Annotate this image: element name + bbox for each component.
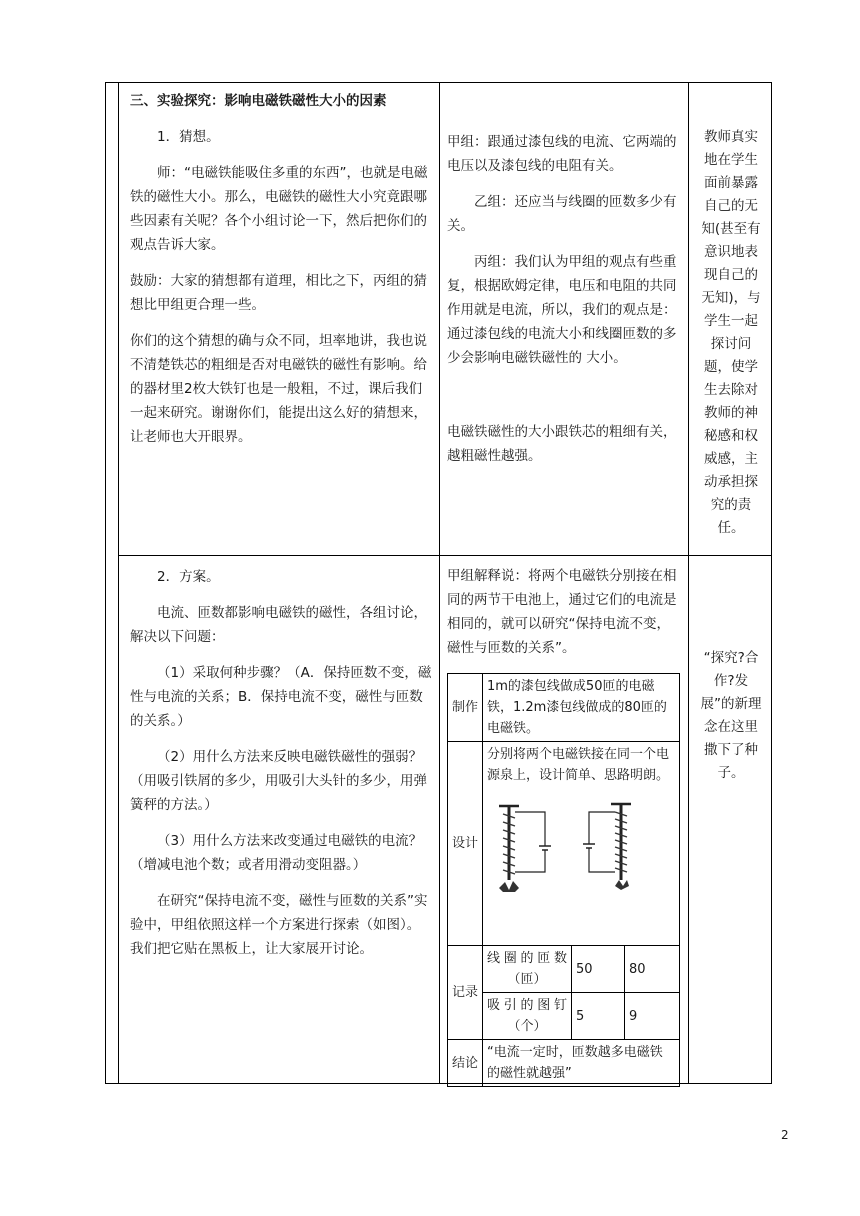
group-b-opinion: 乙组：还应当与线圈的匝数多少有关。 (447, 194, 677, 234)
design-cell (483, 742, 680, 946)
other-opinion: 电磁铁磁性的大小跟铁芯的粗细有关，越粗磁性越强。 (447, 424, 677, 464)
lesson-table (105, 82, 772, 1084)
conclusion-text: “电流一定时，匝数越多电磁铁的磁性就越强” (483, 1040, 680, 1087)
row2-middle-cell (447, 564, 683, 660)
column-divider (439, 83, 440, 1083)
tacks-value-b: 9 (625, 993, 680, 1040)
turns-value-a: 50 (572, 946, 625, 993)
question-3: （3）用什么方法来改变通过电磁铁的电流？（增减电池个数；或者用滑动变阻器。） (130, 833, 423, 873)
row2-remark (699, 647, 763, 785)
design-label: 设计 (448, 742, 483, 946)
step-guess: 1．猜想。 (157, 129, 220, 145)
page-number: 2 (781, 1128, 789, 1142)
electromagnet-circuit-diagram (491, 792, 651, 902)
tacks-label: 吸引的图钉（个） (483, 993, 572, 1040)
column-divider (118, 83, 119, 1083)
column-divider (688, 83, 689, 1083)
row-divider (118, 555, 771, 556)
row1-middle-cell (447, 130, 683, 468)
group-a-explain: 甲组解释说：将两个电磁铁分别接在相同的两节干电池上，通过它们的电流是相同的，就可以研究“保持电流不变，磁性与匝数的关系”。 (447, 568, 677, 656)
question-1: （1）采取何种步骤？（A．保持匝数不变，磁性与电流的关系；B．保持电流不变，磁性与匝数的关系。） (130, 665, 432, 729)
tacks-value-a: 5 (572, 993, 625, 1040)
group-c-opinion: 丙组：我们认为甲组的观点有些重复，根据欧姆定律，电压和电阻的共同作用就是电流，所以，我们的观点是：通过漆包线的电流大小和线圈匝数的多少会影响电磁铁磁性的 大小。 (447, 254, 677, 366)
group-a-opinion: 甲组：跟通过漆包线的电流、它两端的电压以及漆包线的电阻有关。 (447, 134, 677, 174)
make-text: 1m的漆包线做成50匝的电磁铁，1.2m漆包线做成的80匝的电磁铁。 (483, 674, 680, 742)
step-plan: 2．方案。 (157, 569, 220, 585)
teacher-encourage: 鼓励：大家的猜想都有道理，相比之下，丙组的猜想比甲组更合理一些。 (130, 273, 427, 313)
teacher-question: 师：“电磁铁能吸住多重的东西”，也就是电磁铁的磁性大小。那么，电磁铁的磁性大小究竟跟哪些因素有关呢？各个小组讨论一下，然后把你们的观点告诉大家。 (130, 165, 428, 253)
design-text: 分别将两个电磁铁接在同一个电源泉上，设计简单、思路明朗。 (487, 747, 670, 783)
plan-intro: 电流、匝数都影响电磁铁的磁性，各组讨论，解决以下问题： (130, 605, 427, 645)
row2-left-cell (130, 565, 432, 961)
turns-label: 线圈的匝数（匝） (483, 946, 572, 993)
teacher-remark: 教师真实地在学生面前暴露自己的无知(甚至有意识地表现自己的无知)，与学生一起探讨问题，使学生去除对教师的神秘感和权威感，主动承担探究的责任。 (701, 129, 761, 536)
section-heading: 三、实验探究：影响电磁铁磁性大小的因素 (130, 93, 387, 109)
row1-remark (699, 126, 763, 540)
record-label: 记录 (448, 946, 483, 1040)
question-2: （2）用什么方法来反映电磁铁磁性的强弱？（用吸引铁屑的多少，用吸引大头针的多少，用弹簧秤的方法。） (130, 749, 427, 813)
scheme-text: 在研究“保持电流不变，磁性与匝数的关系”实验中，甲组依照这样一个方案进行探索（如图）。我们把它贴在黑板上，让大家展开讨论。 (130, 893, 428, 957)
make-label: 制作 (448, 674, 483, 742)
conclusion-label: 结论 (448, 1040, 483, 1087)
row1-left-cell (130, 89, 432, 449)
concept-remark: “探究?合作?发展”的新理念在这里撒下了种子。 (700, 650, 762, 781)
turns-value-b: 80 (625, 946, 680, 993)
experiment-table (447, 673, 680, 1087)
teacher-response: 你们的这个猜想的确与众不同，坦率地讲，我也说不清楚铁芯的粗细是否对电磁铁的磁性有影响。给的器材里2枚大铁钉也是一般粗，不过，课后我们一起来研究。谢谢你们，能提出这么好的猜想来，让老师也大开眼界。 (130, 333, 427, 445)
